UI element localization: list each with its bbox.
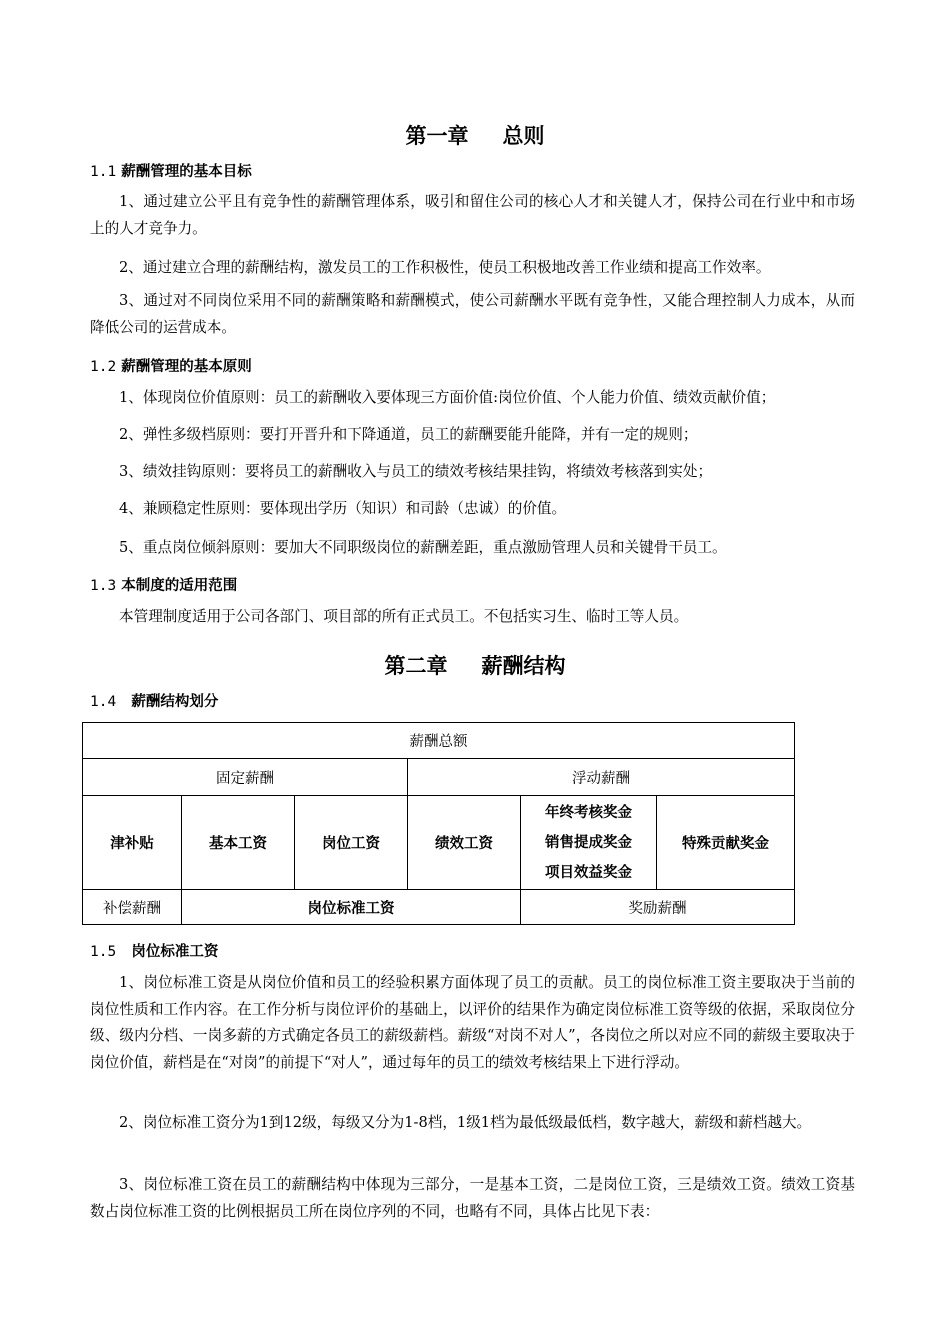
principle-2: 2、弹性多级档原则：要打开晋升和下降通道，员工的薪酬要能升能降，并有一定的规则； <box>119 426 698 443</box>
incentive-salary-cell: 奖励薪酬 <box>521 890 795 925</box>
chapter-2-title: 薪酬结构 <box>481 654 566 678</box>
section-title: 薪酬管理的基本原则 <box>121 359 252 375</box>
position-wage-cell: 岗位工资 <box>295 796 408 890</box>
section-1-3-heading <box>90 574 237 595</box>
project-bonus: 项目效益奖金 <box>545 864 632 881</box>
chapter-1-heading <box>0 120 950 150</box>
compensation-salary-cell: 补偿薪酬 <box>83 890 182 925</box>
annual-bonus: 年终考核奖金 <box>545 804 632 821</box>
section-title: 本制度的适用范围 <box>121 578 238 594</box>
standard-wage-paragraph-1: 1、岗位标准工资是从岗位价值和员工的经验积累方面体现了员工的贡献。员工的岗位标准工资主要取决于当前的岗位性质和工作内容。在工作分析与岗位评价的基础上，以评价的结果作为确定岗位标准工资等级的依据，采取岗位分级、级内分档、一岗多薪的方式确定各员工的薪级薪档。薪级“对岗不对人”，各岗位之所以对应不同的薪级主要取决于岗位价值，薪档是在“对岗”的前提下“对人”，通过每年的员工的绩效考核结果上下进行浮动。 <box>90 974 855 1071</box>
section-1-4-heading <box>90 690 218 711</box>
section-1-5-heading <box>90 940 218 961</box>
section-1-2-heading <box>90 355 252 376</box>
principle-3: 3、绩效挂钩原则：要将员工的薪酬收入与员工的绩效考核结果挂钩，将绩效考核落到实处； <box>119 463 713 480</box>
section-number: 1.3 <box>90 578 117 594</box>
special-bonus-cell: 特殊贡献奖金 <box>657 796 795 890</box>
chapter-2-label: 第二章 <box>384 654 448 678</box>
sales-bonus: 销售提成奖金 <box>545 834 632 851</box>
standard-wage-cell: 岗位标准工资 <box>182 890 521 925</box>
section-number: 1.5 <box>90 944 117 960</box>
principle-5: 5、重点岗位倾斜原则：要加大不同职级岗位的薪酬差距，重点激励管理人员和关键骨干员工。 <box>119 539 727 556</box>
bonus-cell <box>521 796 657 890</box>
standard-wage-paragraph-3: 3、岗位标准工资在员工的薪酬结构中体现为三部分，一是基本工资，二是岗位工资，三是绩效工资。绩效工资基数占岗位标准工资的比例根据员工所在岗位序列的不同，也略有不同，具体占比见下表： <box>90 1176 855 1220</box>
section-number: 1.2 <box>90 359 117 375</box>
goal-paragraph-3: 3、通过对不同岗位采用不同的薪酬策略和薪酬模式，使公司薪酬水平既有竞争性，又能合理控制人力成本，从而降低公司的运营成本。 <box>90 292 855 336</box>
scope-paragraph: 本管理制度适用于公司各部门、项目部的所有正式员工。不包括实习生、临时工等人员。 <box>119 608 689 625</box>
standard-wage-paragraph-2: 2、岗位标准工资分为1到12级，每级又分为1-8档，1级1档为最低级最低档，数字越大，薪级和薪档越大。 <box>119 1114 812 1131</box>
section-title: 岗位标准工资 <box>131 944 219 960</box>
goal-paragraph-1: 1、通过建立公平且有竞争性的薪酬管理体系，吸引和留住公司的核心人才和关键人才，保持公司在行业中和市场上的人才竞争力。 <box>90 193 855 237</box>
section-number: 1.4 <box>90 694 117 710</box>
section-1-1-heading <box>90 160 252 181</box>
floating-salary-cell: 浮动薪酬 <box>408 759 795 796</box>
chapter-1-label: 第一章 <box>405 124 469 148</box>
total-salary-cell: 薪酬总额 <box>83 723 795 759</box>
chapter-1-title: 总则 <box>502 124 545 148</box>
chapter-2-heading <box>0 650 950 680</box>
allowance-cell: 津补贴 <box>83 796 182 890</box>
principle-1: 1、体现岗位价值原则：员工的薪酬收入要体现三方面价值:岗位价值、个人能力价值、绩效贡献价值； <box>119 389 776 406</box>
section-title: 薪酬管理的基本目标 <box>121 164 252 180</box>
section-title: 薪酬结构划分 <box>131 694 219 710</box>
performance-wage-cell: 绩效工资 <box>408 796 521 890</box>
salary-structure-table <box>82 722 795 925</box>
principle-4: 4、兼顾稳定性原则：要体现出学历（知识）和司龄（忠诚）的价值。 <box>119 500 567 517</box>
basic-wage-cell: 基本工资 <box>182 796 295 890</box>
goal-paragraph-2: 2、通过建立合理的薪酬结构，激发员工的工作积极性，使员工积极地改善工作业绩和提高工作效率。 <box>119 259 771 276</box>
section-number: 1.1 <box>90 164 117 180</box>
fixed-salary-cell: 固定薪酬 <box>83 759 408 796</box>
